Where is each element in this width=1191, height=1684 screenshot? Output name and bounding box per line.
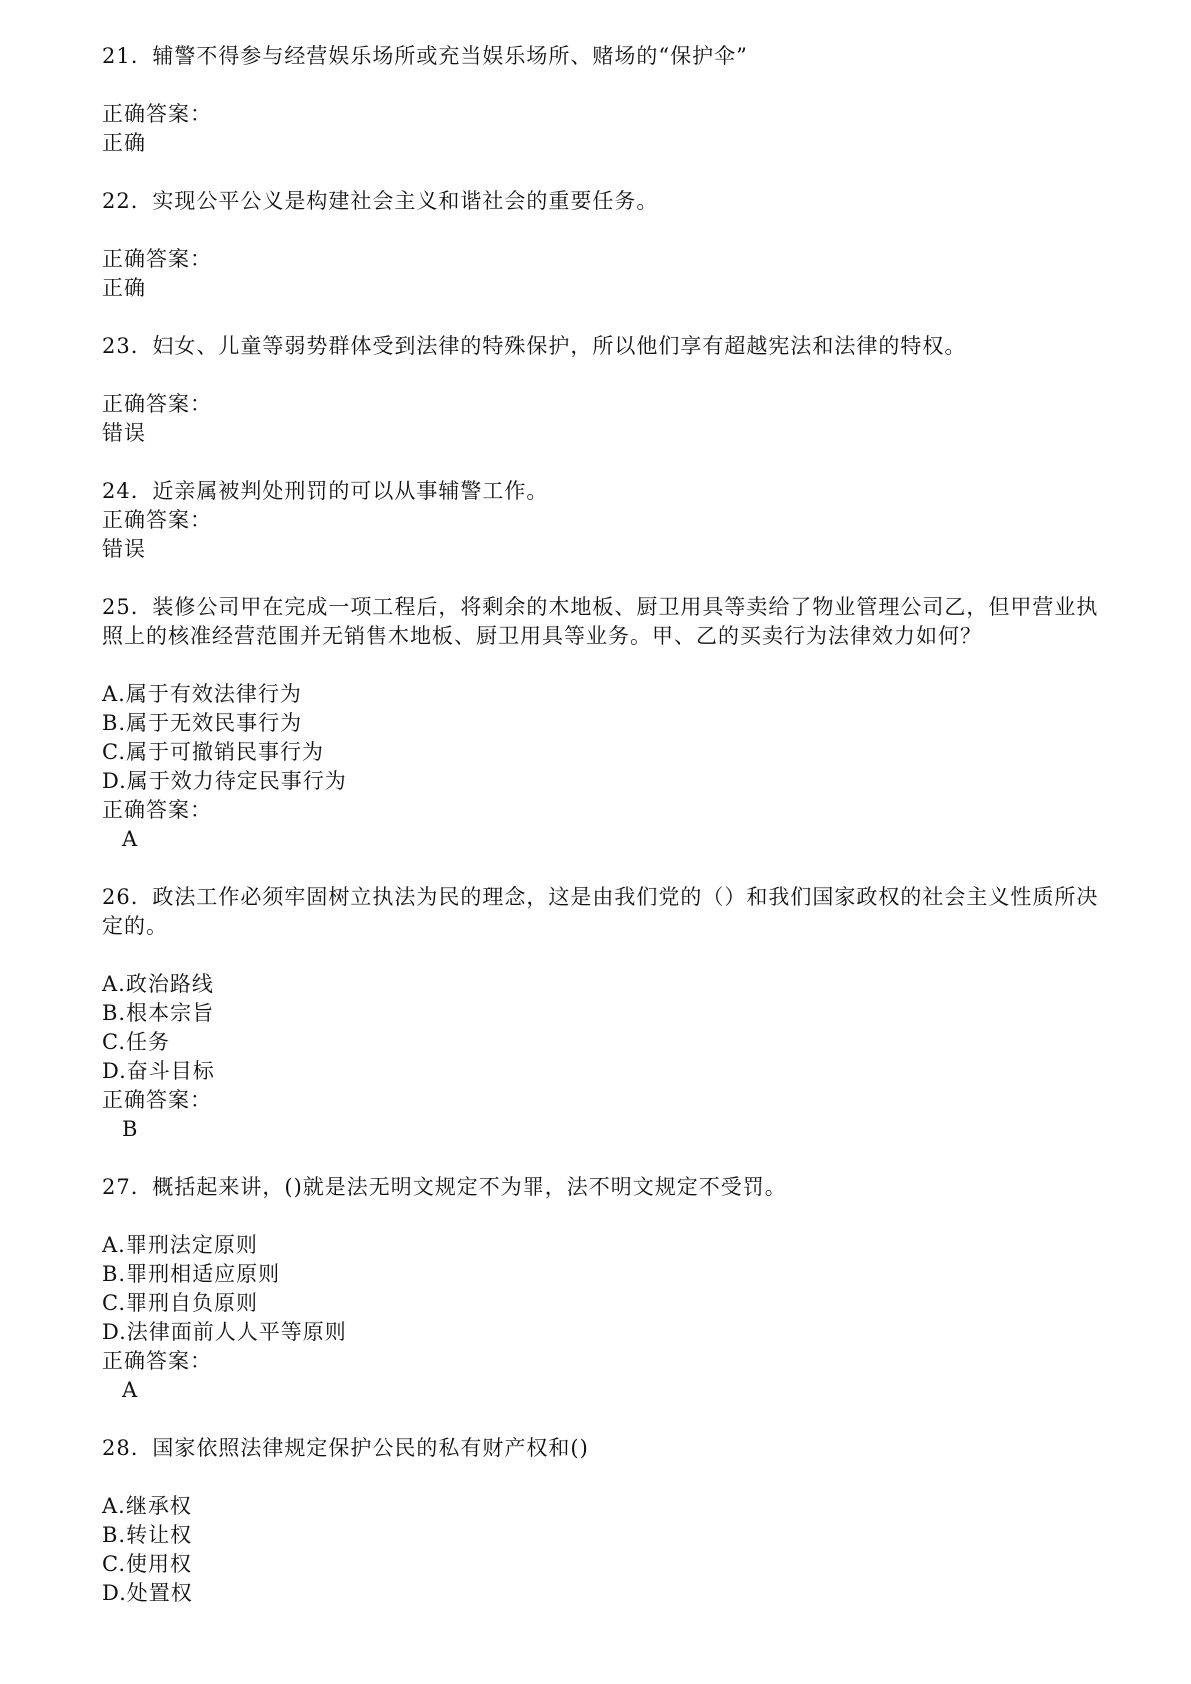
option-a: A.继承权: [102, 1494, 192, 1518]
option-a: A.属于有效法律行为: [102, 682, 302, 706]
answer-value: A: [122, 1378, 138, 1402]
answer-label: 正确答案：: [102, 508, 212, 532]
question-text: 实现公平公义是构建社会主义和谐社会的重要任务。: [152, 189, 659, 213]
question-number: 23.: [102, 334, 139, 358]
question-number: 27.: [102, 1175, 139, 1199]
option-c: C.任务: [102, 1030, 170, 1054]
question-text-line1: 装修公司甲在完成一项工程后，将剩余的木地板、厨卫用具等卖给了物业管理公司乙，但甲营业执: [152, 595, 1099, 619]
question-26: [102, 883, 1102, 912]
answer-value: B: [122, 1117, 138, 1141]
answer-label: 正确答案：: [102, 1088, 212, 1112]
question-number: 24.: [102, 479, 139, 503]
answer-label: 正确答案：: [102, 392, 212, 416]
answer-value: A: [122, 827, 138, 851]
question-text-line2: 照上的核准经营范围并无销售木地板、厨卫用具等业务。甲、乙的买卖行为法律效力如何？: [102, 624, 982, 648]
question-text: 辅警不得参与经营娱乐场所或充当娱乐场所、赌场的“保护伞”: [152, 44, 748, 68]
option-c: C.属于可撤销民事行为: [102, 740, 324, 764]
option-c: C.使用权: [102, 1552, 192, 1576]
question-24: [102, 477, 1102, 506]
question-22: [102, 187, 1102, 216]
option-a: A.政治路线: [102, 972, 214, 996]
question-25: [102, 593, 1102, 622]
answer-label: 正确答案：: [102, 247, 212, 271]
answer-value: 错误: [102, 421, 146, 445]
option-b: B.转让权: [102, 1523, 193, 1547]
option-d: D.法律面前人人平等原则: [102, 1320, 347, 1344]
option-b: B.属于无效民事行为: [102, 711, 303, 735]
answer-label: 正确答案：: [102, 102, 212, 126]
question-text: 妇女、儿童等弱势群体受到法律的特殊保护，所以他们享有超越宪法和法律的特权。: [152, 334, 967, 358]
question-28: [102, 1434, 1102, 1463]
option-a: A.罪刑法定原则: [102, 1233, 258, 1257]
answer-label: 正确答案：: [102, 1349, 212, 1373]
question-number: 26.: [102, 885, 139, 909]
question-number: 22.: [102, 189, 139, 213]
option-c: C.罪刑自负原则: [102, 1291, 258, 1315]
question-text: 概括起来讲，()就是法无明文规定不为罪，法不明文规定不受罚。: [152, 1175, 787, 1199]
option-d: D.奋斗目标: [102, 1059, 215, 1083]
option-b: B.根本宗旨: [102, 1001, 215, 1025]
answer-value: 正确: [102, 131, 146, 155]
answer-label: 正确答案：: [102, 798, 212, 822]
answer-value: 正确: [102, 276, 146, 300]
question-number: 25.: [102, 595, 139, 619]
option-d: D.处置权: [102, 1581, 193, 1605]
question-21: [102, 42, 1102, 71]
question-number: 21.: [102, 44, 139, 68]
question-text: 近亲属被判处刑罚的可以从事辅警工作。: [152, 479, 549, 503]
question-23: [102, 332, 1102, 361]
question-27: [102, 1173, 1102, 1202]
question-text-line1: 政法工作必须牢固树立执法为民的理念，这是由我们党的（）和我们国家政权的社会主义性质所决: [152, 885, 1099, 909]
question-text: 国家依照法律规定保护公民的私有财产权和(): [152, 1436, 589, 1460]
question-number: 28.: [102, 1436, 139, 1460]
option-d: D.属于效力待定民事行为: [102, 769, 347, 793]
document-page: [102, 42, 1102, 1608]
question-text-line2: 定的。: [102, 914, 168, 938]
answer-value: 错误: [102, 537, 146, 561]
option-b: B.罪刑相适应原则: [102, 1262, 281, 1286]
